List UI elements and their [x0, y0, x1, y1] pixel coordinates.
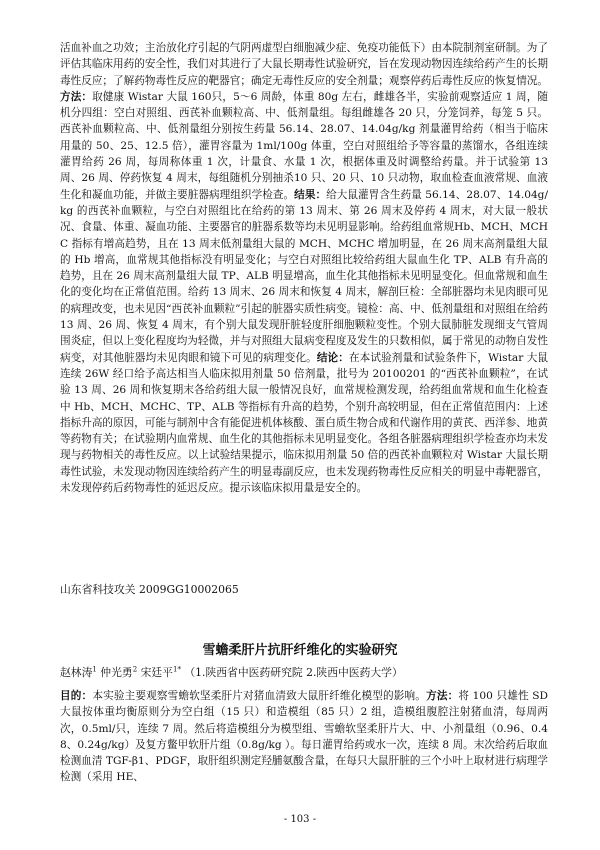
author-name: 宋廷平: [140, 666, 173, 679]
methods-label: 方法：: [60, 90, 93, 103]
results-label: 结果：: [294, 188, 327, 201]
author-line: [60, 665, 403, 680]
paragraph: 目的：本实验主要观察雪蟾软坚柔肝片对猪血清致大鼠肝纤维化模型的影响。方法：将 100 只雄性 SD 大鼠按体重均衡原则分为空白组（15 只）和造模组（85 只）2 组，造模组腹腔注射猪血清，每周两次，0.5ml/只，连续 7 周。然后将造模组分为模型组、雪蟾软坚柔肝片大、中、小剂量组（0.96、0.48、0.24g/kg）及复方鳖甲软肝片组（0.8g/kg ）。每日灌胃给药或水一次，连续 8 周。末次给药后取血检测血清 TGF-β1、PDGF，取肝组织测定羟脯氨酸含量，在每只大鼠肝脏的三个小叶上取材进行病理学检测（采用 HE、: [60, 690, 549, 784]
conclusion-label: 结论：: [316, 351, 349, 364]
author-sup: 1: [92, 665, 97, 674]
objective-label: 目的：: [60, 690, 93, 702]
paragraph: 活血补血之功效；主治放化疗引起的气阴两虚型白细胞减少症、免疫功能低下）由本院制剂室研制。为了评估其临床用药的安全性，我们对其进行了大鼠长期毒性试验研究，旨在发现动物因连续给药产生的长期毒性反应；了解药物毒性反应的靶器官；确定无毒性反应的安全剂量；观察停药后毒性反应的恢复情况。方法：取健康 Wistar 大鼠 160只，5～6 周龄，体重 80g 左右，雌雄各半，实验前观察适应 1 周，随机分四组：空白对照组、西芪补血颗粒高、中、低剂量组。每组雌雄各 20 只，分笼饲养，每笼 5 只。西芪补血颗粒高、中、低剂量组分别按生药量 56.14、28.07、14.04g/kg 剂量灌胃给药（相当于临床用量的 50、25、12.5 倍），灌胃容量为 1ml/100g 体重，空白对照组给予等容量的蒸馏水，各组连续灌胃给药 26 周，每周称体重 1 次，计量食、水量 1 次，根据体重及时调整给药量。并于试验第 13 周、26 周、停药恢复 4 周末，每组随机分别抽杀10 只、20 只、10 只动物，取血检查血液常规、血液生化和凝血功能，并做主要脏器病理组织学检查。结果：给大鼠灌胃含生药量 56.14、28.07、14.04g/kg 的西芪补血颗粒，与空白对照组比在给药的第 13 周末、第 26 周末及停药 4 周末，对大鼠一般状况、食量、体重、凝血功能、主要器官的脏器系数等均未见明显影响。给药组血常规Hb、MCH、MCHC 指标有增高趋势，且在 13 周末低剂量组大鼠的 MCH、MCHC 增加明显，在 26 周末高剂量组大鼠的 Hb 增高，血常规其他指标没有明显变化；与空白对照组比较给药组大鼠血生化 TP、ALB 有升高的趋势，且在 26 周末高剂量组大鼠 TP、ALB 明显增高，血生化其他指标未见明显变化。但血常规和血生化的变化均在正常值范围。给药 13 周末、26 周末和恢复 4 周末，解剖巨检：全部脏器均未见肉眼可见的病理改变，也未见因“西芪补血颗粒”引起的脏器实质性病变。镜检：高、中、低剂量组和对照组在给药 13 周、26 周、恢复 4 周末，有个别大鼠发现肝脏轻度肝细胞颗粒变性。个别大鼠肺脏发现细支气管周围炎症，但以上变化程度均为轻微，并与对照组大鼠病变程度及发生的只数相似，属于常见的动物自发性病变，对其他脏器均未见肉眼和镜下可见的病理变化。结论：在本试验剂量和试验条件下，Wistar 大鼠连续 26W 经口给予高达相当人临床拟用剂量 50 倍剂量，批号为 20100201 的“西芪补血颗粒”，在试验 13 周、26 周和恢复期末各给药组大鼠一般情况良好，血常规检测发现，给药组血常规和血生化检查中 Hb、MCH、MCHC、TP、ALB 等指标有升高的趋势，个别升高较明显，但在正常值范围内：上述指标升高的原因，可能与制剂中含有能促进机体核酸、蛋白质生物合成和代谢作用的黄芪、西洋参、地黄等药物有关；在试验期内血常规、血生化的其他指标未见明显变化。各组各脏器病理组织学检查亦均未发现与药物相关的毒性反应。以上试验结果提示，临床拟用剂量 50 倍的西芪补血颗粒对 Wistar 大鼠长期毒性试验，未发现动物因连续给药产生的明显毒副反应，也未发现药物毒性反应相关的明显中毒靶器官，未发现停药后药物毒性的延迟反应。提示该临床拟用量是安全的。: [60, 42, 549, 495]
author-sup: 1*: [172, 665, 181, 674]
author-affiliation: （1.陕西省中医药研究院 2.陕西中医药大学）: [184, 666, 403, 679]
author-name: 赵林涛: [60, 666, 93, 679]
methods-label: 方法：: [426, 690, 459, 702]
author-name: 仲光勇: [100, 666, 133, 679]
article1-body: [60, 40, 548, 496]
article-title: 雪蟾柔肝片抗肝纤维化的实验研究: [202, 643, 398, 658]
funding-note: 山东省科技攻关 2009GG10002065: [60, 583, 239, 596]
author-sup: 2: [132, 665, 138, 674]
page-number: - 103 -: [283, 814, 317, 825]
article2-abstract: [60, 688, 548, 786]
